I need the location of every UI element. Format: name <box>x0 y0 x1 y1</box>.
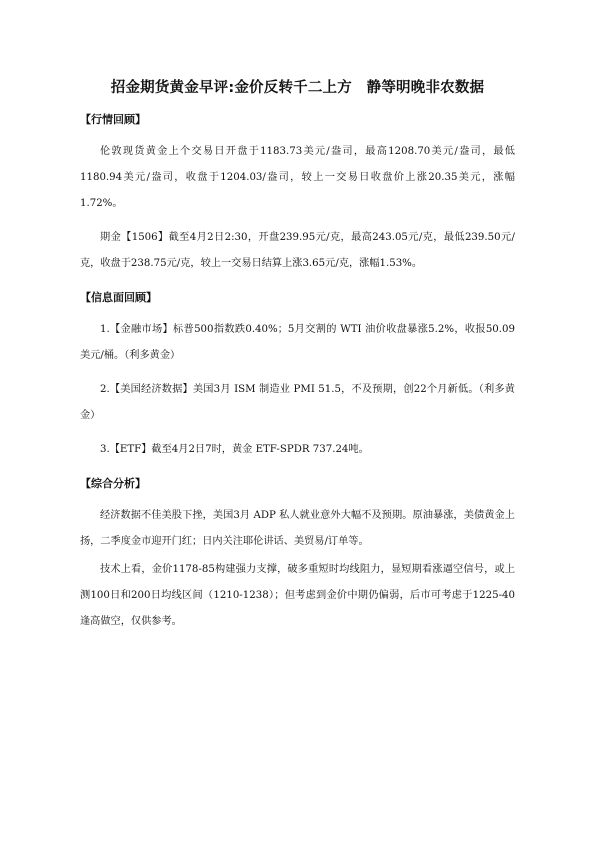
paragraph: 伦敦现货黄金上个交易日开盘于1183.73美元/盎司，最高1208.70美元/盎司，最低1180.94美元/盎司，收盘于1204.03/盎司，较上一交易日收盘价上涨20.35美元，涨幅1.72%。 <box>80 146 515 209</box>
section-analysis <box>80 471 515 635</box>
section-heading: 【综合分析】 <box>80 477 146 490</box>
section-heading: 【行情回顾】 <box>80 113 146 126</box>
list-item: 3.【ETF】截至4月2日7时，黄金 ETF-SPDR 737.24吨。 <box>100 444 369 455</box>
paragraph: 技术上看，金价1178-85构建强力支撑，破多重短时均线阻力，显短期看涨逼空信号，或上测100日和200日均线区间（1210-1238）；但考虑到金价中期仍偏弱，后市可考虑于1225-40逢高做空，仅供参考。 <box>80 564 515 627</box>
section-heading: 【信息面回顾】 <box>80 291 157 304</box>
section-news-review <box>80 285 515 463</box>
paragraph: 经济数据不佳美股下挫，美国3月 ADP 私人就业意外大幅不及预期。原油暴涨，美债黄金上扬，二季度金市迎开门红；日内关注耶伦讲话、美贸易/订单等。 <box>80 510 515 547</box>
section-market-review <box>80 107 515 277</box>
list-item: 1.【金融市场】标普500指数跌0.40%；5月交割的 WTI 油价收盘暴涨5.2%，收报50.09美元/桶。（利多黄金） <box>80 324 515 361</box>
paragraph: 期金【1506】截至4月2日2:30，开盘239.95元/克，最高243.05元/克，最低239.50元/克，收盘于238.75元/克，较上一交易日结算上涨3.65元/克，涨幅1.53%。 <box>80 232 515 269</box>
list-item: 2.【美国经济数据】美国3月 ISM 制造业 PMI 51.5，不及预期，创22个月新低。（利多黄金） <box>80 384 515 421</box>
document-title: 招金期货黄金早评:金价反转千二上方 静等明晚非农数据 <box>110 80 485 96</box>
